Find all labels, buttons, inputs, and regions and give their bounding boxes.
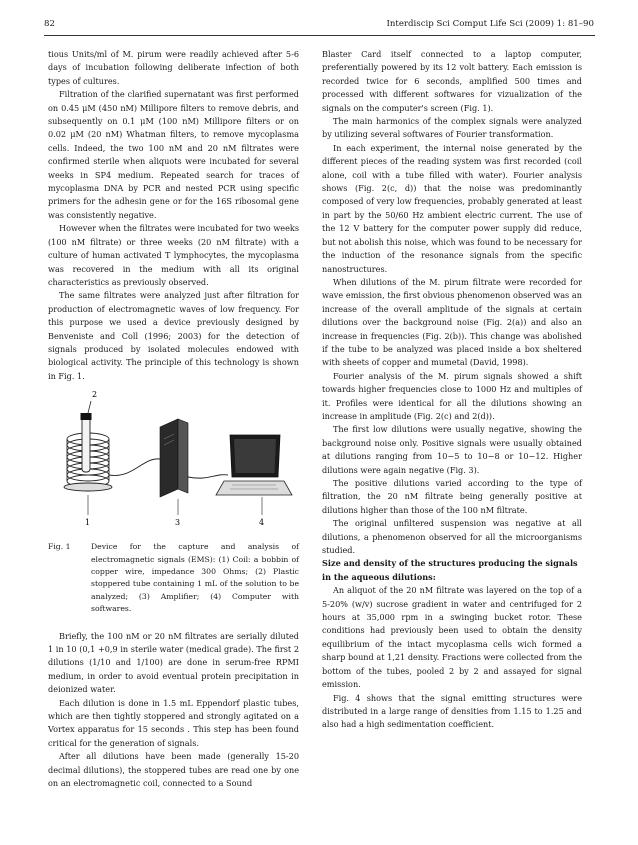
paragraph: However when the filtrates were incubated for two weeks (100 nM filtrate) or three weeks (20 nM filtrate) with a culture of human activated T lymphocytes, the mycoplasma was recovered in the medium with all its original characteristics as previously observed.	[48, 223, 299, 287]
paragraph: Each dilution is done in 1.5 mL Eppendorf plastic tubes, which are then tightly stoppered and strongly agitated on a Vortex apparatus for 15 seconds . This step has been found critical for the generation of signals.	[48, 697, 299, 748]
header-rule	[44, 35, 595, 36]
right-column	[322, 48, 582, 732]
device-illustration	[48, 387, 299, 535]
page-number: 82	[44, 19, 55, 29]
figure-caption	[48, 541, 299, 615]
paragraph: Blaster Card itself connected to a laptop computer, preferentially powered by its 12 volt battery. Each emission is recorded twice for 6 seconds, amplified 500 times and processed with different softwares for vizualization of the signals on the computer's screen (Fig. 1).	[322, 49, 582, 113]
journal-reference: Interdiscip Sci Comput Life Sci (2009) 1: 81–90	[386, 19, 594, 29]
paragraph: The first low dilutions were usually negative, showing the background noise only. Positive signals were usually obtained at dilutions ranging from 10−5 to 10−8 or 10−12. Higher dilutions were again negative (Fig. 3).	[322, 424, 582, 475]
paragraph: Fourier analysis of the M. pirum signals showed a shift towards higher frequencies close to 1000 Hz and multiples of it. Profiles were identical for all the dilutions showing an increase in amplitude (Fig. 2(c) and 2(d)).	[322, 370, 582, 421]
paragraph: The same filtrates were analyzed just after filtration for production of electromagnetic waves of low frequency. For this purpose we used a device previously designed by Benveniste and Coll (1996; 2003) for the detection of signals produced by isolated molecules endowed with biological activity. The principle of this technology is shown in Fig. 1.	[48, 290, 299, 381]
caption-label: Fig. 1	[48, 542, 71, 552]
paragraph: When dilutions of the M. pirum filtrate were recorded for wave emission, the first obvious phenomenon observed was an increase of the overall amplitude of the signals at certain dilutions over the background noise (Fig. 2(a)) and also an increase in frequencies (Fig. 2(b)). This change was abolished if the tube to be analyzed was placed inside a box sheltered with sheets of copper and mumetal (David, 1998).	[322, 276, 582, 368]
page-header	[44, 19, 594, 33]
figure-label: 3	[175, 518, 181, 528]
figure-device-diagram	[48, 387, 299, 535]
left-column	[48, 48, 299, 790]
paragraph: The main harmonics of the complex signals were analyzed by utilizing several softwares of Fourier transformation.	[322, 116, 582, 140]
figure-label: 1	[85, 518, 91, 528]
computer-icon	[216, 435, 292, 495]
figure-label: 2	[92, 390, 98, 400]
paragraph: tious Units/ml of M. pirum were readily achieved after 5-6 days of incubation following deliberate infection of both types of cultures.	[48, 49, 299, 86]
paragraph: In each experiment, the internal noise generated by the different pieces of the reading system was first recorded (coil alone, coil with a tube filled with water). Fourier analysis shows (Fig. 2(c, d)) that the noise was predominantly composed of very low frequencies, probably generated at least in part by the 50/60 Hz ambient electric current. The use of the 12 V battery for the computer power supply did reduce, but not abolish this noise, which was found to be necessary for the induction of the resonance signals from the specific nanostructures.	[322, 142, 582, 274]
paragraph: After all dilutions have been made (generally 15-20 decimal dilutions), the stoppered tubes are read one by one on an electromagnetic coil, connected to a Sound	[48, 751, 299, 789]
section-heading: Size and density of the structures producing the signals in the aqueous dilutions:	[322, 558, 578, 582]
amplifier-icon	[160, 419, 188, 497]
figure-label: 4	[259, 518, 265, 528]
paragraph: An aliquot of the 20 nM filtrate was layered on the top of a 5-20% (w/v) sucrose gradient in water and centrifuged for 2 hours at 35,000 rpm in a swinging bucket rotor. These conditions had previously been used to obtain the density equilibrium of the intact mycoplasma cells wich formed a sharp bound at 1,21 density. Fractions were collected from the bottom of the tubes, pooled 2 by 2 and assayed for signal emission.	[322, 585, 582, 690]
paragraph: Fig. 4 shows that the signal emitting structures were distributed in a large range of densities from 1.15 to 1.25 and also had a high sedimentation coefficient.	[322, 692, 582, 730]
paragraph: Filtration of the clarified supernatant was first performed on 0.45 μM (450 nM) Millipore filters to remove debris, and subsequently on 0.1 μM (100 nM) Millipore filters or on 0.02 μM (20 nM) Whatman filters, to remove mycoplasma cells. Indeed, the two 100 nM and 20 nM filtrates were confirmed sterile when aliquots were incubated for several weeks in SP4 medium. Repeated search for traces of mycoplasma DNA by PCR and nested PCR using specific primers for the adhesin gene or for the 16S ribosomal gene was consistently negative.	[48, 89, 299, 220]
tube-icon	[81, 401, 92, 472]
paragraph: Briefly, the 100 nM or 20 nM filtrates are serially diluted 1 in 10 (0,1 +0,9 in sterile water (medical grade). The first 2 dilutions (1/10 and 1/100) are done in serum-free RPMI medium, in order to avoid eventual protein precipitation in deionized water.	[48, 630, 299, 695]
caption-text: Device for the capture and analysis of electromagnetic signals (EMS): (1) Coil: a bobbin of copper wire, impedance 300 Ohms; (2) Plastic stoppered tube containing 1 mL of the solution to be analyzed; (3) Amplifier; (4) Computer with softwares.	[91, 542, 299, 614]
paragraph: The positive dilutions varied according to the type of filtration, the 20 nM filtrate being generally positive at dilutions higher than those of the 100 nM filtrate.	[322, 478, 582, 515]
paragraph: The original unfiltered suspension was negative at all dilutions, a phenomenon observed for all the microorganisms studied.	[322, 518, 582, 556]
